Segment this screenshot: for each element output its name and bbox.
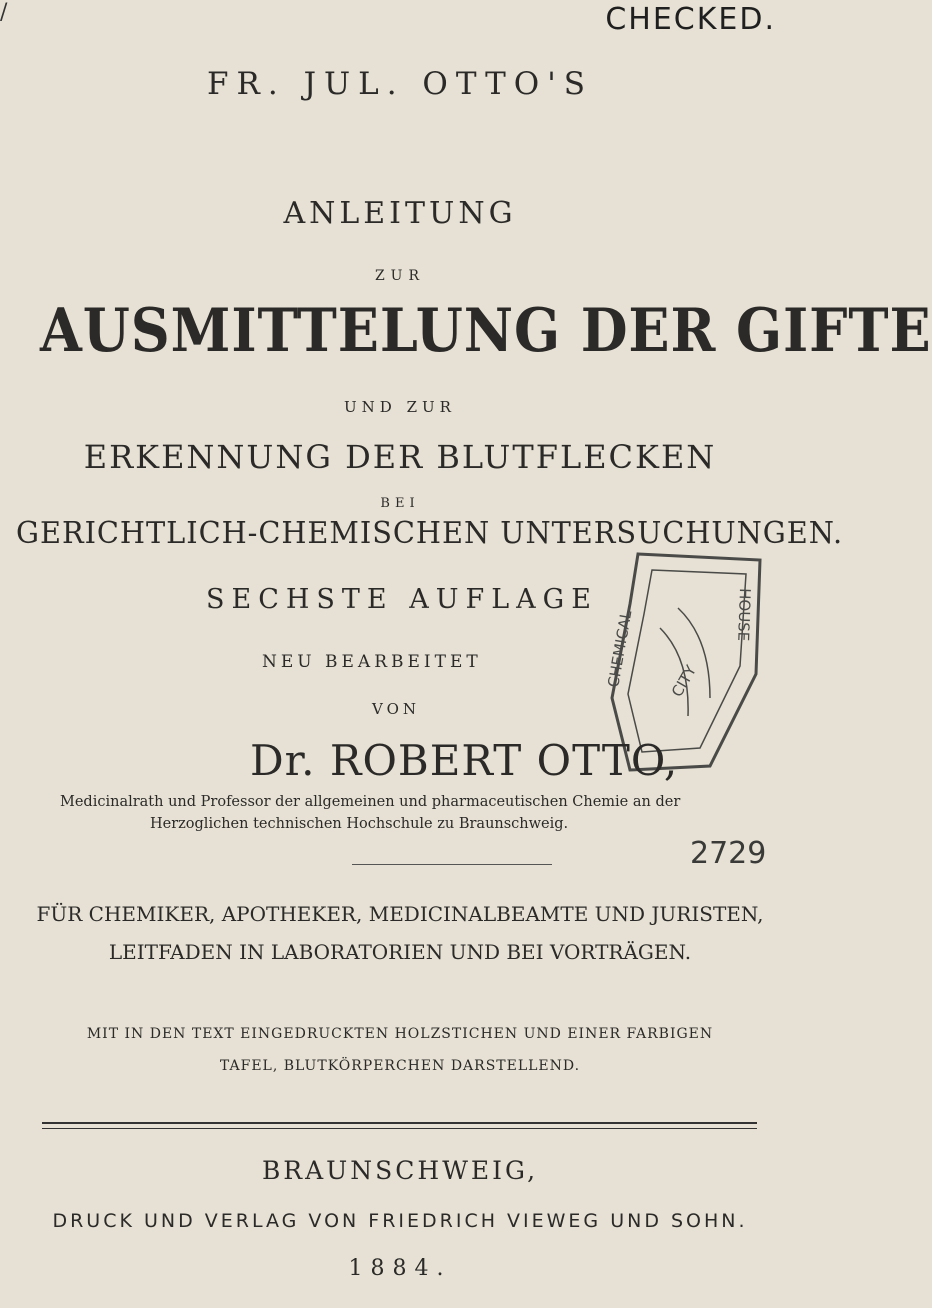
short-rule	[352, 864, 552, 865]
editor-description-2: Herzoglichen technischen Hochschule zu Braunschweig.	[150, 816, 569, 832]
author-line: FR. JUL. OTTO'S	[207, 66, 593, 102]
handwritten-shelf-number: 2729	[690, 836, 767, 871]
editor-description-1: Medicinalrath und Professor der allgemeinen und pharmaceutischen Chemie an der	[60, 794, 681, 810]
main-title: AUSMITTELUNG DER GIFTE	[40, 296, 932, 366]
editor-name: Dr. ROBERT OTTO,	[250, 736, 679, 785]
subtitle: ERKENNUNG DER BLUTFLECKEN	[83, 438, 717, 476]
zur-line: ZUR	[374, 268, 426, 284]
edited-line: NEU BEARBEITET	[262, 652, 482, 672]
place-line: BRAUNSCHWEIG,	[261, 1156, 539, 1185]
illustrations-line-1: MIT IN DEN TEXT EINGEDRUCKTEN HOLZSTICHEN UND EINER FARBIGEN	[86, 1026, 714, 1042]
publisher-line: DRUCK UND VERLAG VON FRIEDRICH VIEWEG UND SOHN.	[52, 1210, 748, 1232]
svg-text:CHEMICAL: CHEMICAL	[604, 609, 636, 689]
svg-text:HOUSE: HOUSE	[734, 587, 754, 642]
edition-line: SECHSTE AUFLAGE	[206, 584, 598, 615]
svg-text:CITY: CITY	[667, 662, 701, 700]
double-rule	[42, 1122, 757, 1129]
illustrations-line-2: TAFEL, BLUTKÖRPERCHEN DARSTELLEND.	[219, 1058, 581, 1074]
und-zur-line: UND ZUR	[344, 398, 456, 416]
year-line: 1884.	[348, 1256, 452, 1281]
audience-line-2: LEITFADEN IN LABORATORIEN UND BEI VORTRÄGEN.	[108, 940, 692, 964]
audience-line-1: FÜR CHEMIKER, APOTHEKER, MEDICINALBEAMTE UND JURISTEN,	[36, 902, 764, 926]
court-title: GERICHTLICH-CHEMISCHEN UNTERSUCHUNGEN.	[16, 516, 844, 551]
bei-line: BEI	[380, 496, 420, 511]
von-line: VON	[372, 700, 420, 718]
checked-stamp: CHECKED.	[605, 2, 776, 37]
pencil-mark: /	[0, 0, 8, 25]
anleitung-heading: ANLEITUNG	[283, 196, 517, 231]
